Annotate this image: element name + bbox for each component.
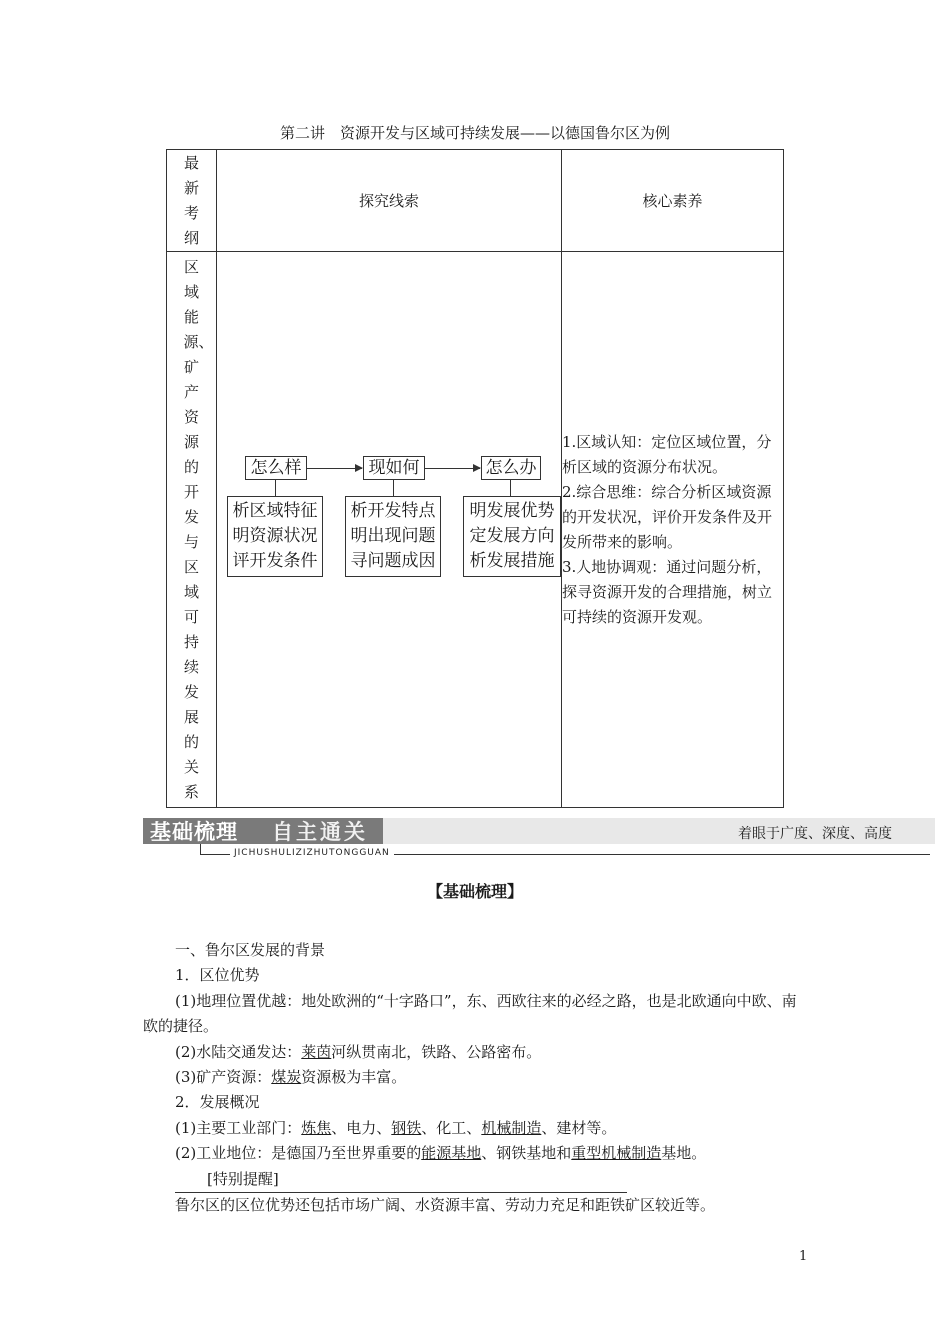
header-clues: 探究线索 xyxy=(217,150,562,252)
flow-arrow-1 xyxy=(306,468,362,469)
heading-1-1: 1．区位优势 xyxy=(175,966,260,985)
header-literacy: 核心素养 xyxy=(562,150,784,252)
flow-box-1: 析区域特征 明资源状况 评开发条件 xyxy=(227,496,323,577)
flow-connector-2 xyxy=(393,480,394,496)
flow-connector-1 xyxy=(275,480,276,496)
flow-connector-3 xyxy=(510,480,511,496)
syllabus-cell: 区域能源、矿产资源的开发与区域可持续发展的关系 xyxy=(167,252,217,808)
core-item-1: 1.区域认知：定位区域位置，分析区域的资源分布状况。 xyxy=(562,432,772,476)
para-transport: (2)水陆交通发达：莱茵河纵贯南北，铁路、公路密布。 xyxy=(175,1042,542,1061)
banner-title: 基础梳理 xyxy=(150,820,238,844)
para-industries: (1)主要工业部门：炼焦、电力、钢铁、化工、机械制造、建材等。 xyxy=(175,1118,617,1137)
banner-tagline: 着眼于广度、深度、高度 xyxy=(738,826,892,842)
para-status: (2)工业地位：是德国乃至世界重要的能源基地、钢铁基地和重型机械制造基地。 xyxy=(175,1144,707,1163)
core-item-2: 2.综合思维：综合分析区域资源的开发状况，评价开发条件及开发所带来的影响。 xyxy=(562,482,773,551)
page-title: 第二讲 资源开发与区域可持续发展——以德国鲁尔区为例 xyxy=(279,124,670,142)
note-label: [特别提醒] xyxy=(143,1167,811,1193)
flow-arrow-2 xyxy=(424,468,480,469)
heading-1: 一、鲁尔区发展的背景 xyxy=(175,941,326,959)
table-header-row xyxy=(167,150,784,252)
flow-diagram xyxy=(217,450,561,610)
flow-head-1: 怎么样 xyxy=(245,456,307,480)
section-title: 【基础梳理】 xyxy=(426,882,523,901)
banner-subtitle: 自主通关 xyxy=(272,820,368,844)
flow-head-2: 现如何 xyxy=(363,456,425,480)
core-item-3: 3.人地协调观：通过问题分析，探寻资源开发的合理措施，树立可持续的资源开发观。 xyxy=(562,557,773,626)
note-text: 鲁尔区的区位优势还包括市场广阔、水资源丰富、劳动力充足和距铁矿区较近等。 xyxy=(175,1196,716,1215)
header-syllabus: 最新考纲 xyxy=(167,150,217,252)
para-location: (1)地理位置优越：地处欧洲的“十字路口”，东、西欧往来的必经之路，也是北欧通向中欧、南欧的捷径。 xyxy=(143,991,797,1036)
flow-cell xyxy=(217,252,562,808)
syllabus-table xyxy=(166,149,784,808)
core-literacy-cell xyxy=(562,252,784,808)
banner-pinyin: JICHUSHULIZIZHUTONGGUAN xyxy=(230,848,394,858)
para-minerals: (3)矿产资源：煤炭资源极为丰富。 xyxy=(175,1068,407,1087)
body-text xyxy=(143,938,811,1218)
flow-head-3: 怎么办 xyxy=(481,456,541,480)
banner-hook xyxy=(200,844,201,854)
flow-box-2: 析开发特点 明出现问题 寻问题成因 xyxy=(345,496,441,577)
flow-box-3: 明发展优势 定发展方向 析发展措施 xyxy=(463,496,561,577)
page-number: 1 xyxy=(799,1249,808,1264)
heading-1-2: 2．发展概况 xyxy=(175,1093,260,1112)
table-row xyxy=(167,252,784,808)
